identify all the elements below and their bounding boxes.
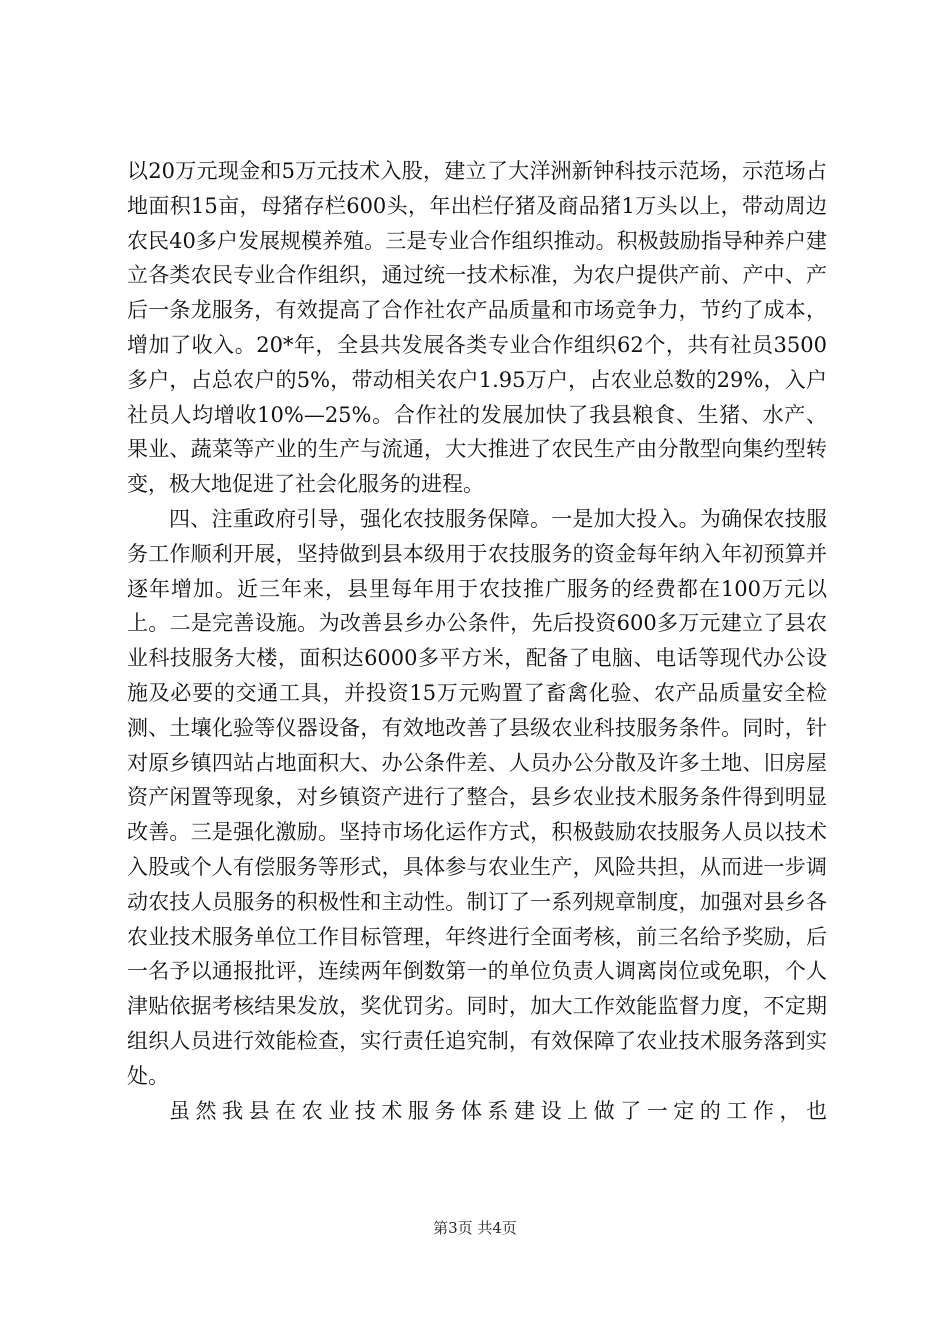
body-text	[127, 154, 827, 1128]
paragraph-closing-start: 虽然我县在农业技术服务体系建设上做了一定的工作，也	[169, 1098, 827, 1123]
page-footer: 第3页 共4页	[433, 1219, 517, 1237]
paragraph-continued: 以20万元现金和5万元技术入股，建立了大洋洲新钟科技示范场，示范场占地面积15亩，母猪存栏600头，年出栏仔猪及商品猪1万头以上，带动周边农民40多户发展规模养殖。三是专业合作组织推动。积极鼓励指导种养户建立各类农民专业合作组织，通过统一技术标准，为农户提供产前、产中、产后一条龙服务，有效提高了合作社农产品质量和市场竞争力，节约了成本，增加了收入。20*年，全县共发展各类专业合作组织62个，共有社员3500多户，占总农户的5%，带动相关农户1.95万户，占农业总数的29%，入户社员人均增收10%—25%。合作社的发展加快了我县粮食、生猪、水产、果业、蔬菜等产业的生产与流通，大大推进了农民生产由分散型向集约型转变，极大地促进了社会化服务的进程。	[127, 159, 827, 497]
paragraph-section-four: 四、注重政府引导，强化农技服务保障。一是加大投入。为确保农技服务工作顺利开展，坚持做到县本级用于农技服务的资金每年纳入年初预算并逐年增加。近三年来，县里每年用于农技推广服务的经费都在100万元以上。二是完善设施。为改善县乡办公条件，先后投资600多万元建立了县农业科技服务大楼，面积达6000多平方米，配备了电脑、电话等现代办公设施及必要的交通工具，并投资15万元购置了畜禽化验、农产品质量安全检测、土壤化验等仪器设备，有效地改善了县级农业科技服务条件。同时，针对原乡镇四站占地面积大、办公条件差、人员办公分散及许多土地、旧房屋资产闲置等现象，对乡镇资产进行了整合，县乡农业技术服务条件得到明显改善。三是强化激励。坚持市场化运作方式，积极鼓励农技服务人员以技术入股或个人有偿服务等形式，具体参与农业生产，风险共担，从而进一步调动农技人员服务的积极性和主动性。制订了一系列规章制度，加强对县乡各农业技术服务单位工作目标管理，年终进行全面考核，前三名给予奖励，后一名予以通报批评，连续两年倒数第一的单位负责人调离岗位或免职，个人津贴依据考核结果发放，奖优罚劣。同时，加大工作效能监督力度，不定期组织人员进行效能检查，实行责任追究制，有效保障了农业技术服务落到实处。	[127, 506, 827, 1088]
